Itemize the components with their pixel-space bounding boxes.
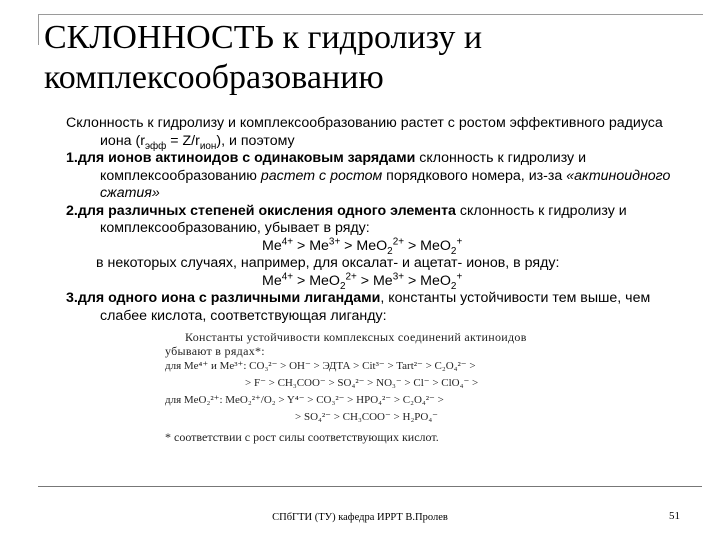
page-number: 51 bbox=[669, 510, 680, 522]
scan-row-3: для MeO₂²⁺: MeO₂²⁺/O₂ > Y⁴⁻ > CO₃²⁻ > HPO₄²⁻ > C₂O₄²⁻ > bbox=[165, 394, 444, 406]
point-3-text-a: , константы устойчивости тем выше, чем слабее кислота, соответствующая лиганду: bbox=[100, 290, 651, 324]
point-3-heading: 3.для одного иона с различными лигандами bbox=[66, 290, 381, 306]
point-1-italic: растет с ростом bbox=[260, 167, 383, 184]
scanned-formula-image bbox=[165, 330, 620, 466]
footer-divider bbox=[38, 486, 702, 487]
scan-caption-1: Константы устойчивости комплексных соединений актиноидов bbox=[185, 330, 527, 344]
point-2-text-a: склонность к гидролизу и комплексообразованию, убывает в ряду: bbox=[100, 202, 627, 236]
scan-caption-2: убывают в рядах*: bbox=[165, 344, 265, 358]
point-3 bbox=[66, 290, 686, 325]
point-1-heading: 1.для ионов актиноидов с одинаковым зарядами bbox=[66, 150, 416, 166]
intro-sub-eff: эфф bbox=[144, 140, 167, 152]
point-2 bbox=[66, 203, 686, 238]
intro-text-c: ), и поэтому bbox=[216, 132, 295, 149]
point-2-heading: 2.для различных степеней окисления одного элемента bbox=[66, 202, 456, 219]
scan-row-4: > SO₄²⁻ > CH₃COO⁻ > H₂PO₄⁻ bbox=[295, 411, 438, 423]
intro-text-b: = Z/r bbox=[166, 132, 200, 149]
point-1-italic-2: «актиноидного сжатия» bbox=[100, 167, 671, 201]
point-1-text-b: порядкового номера, из-за bbox=[382, 167, 567, 184]
scan-row-2: > F⁻ > CH₃COO⁻ > SO₄²⁻ > NO₃⁻ > Cl⁻ > ClO₄⁻ > bbox=[245, 377, 479, 389]
point-2-text-b: в некоторых случаях, например, для оксалат- и ацетат- ионов, в ряду: bbox=[96, 255, 560, 271]
intro-text-a: Склонность к гидролизу и комплексообразованию растет с ростом эффективного радиуса иона (r bbox=[66, 115, 663, 149]
point-1-text-a: склонность к гидролизу и комплексообразованию bbox=[100, 150, 587, 184]
series-1: $Me^{4+} > Me^{3+} > MeO_2^{2+} > MeO_2^+$ bbox=[262, 235, 463, 257]
scan-footnote: * соответствии с рост силы соответствующих кислот. bbox=[165, 430, 439, 444]
point-1 bbox=[66, 150, 686, 203]
footer-text: СПбГТИ (ТУ) кафедра ИРРТ В.Пролев bbox=[272, 512, 448, 523]
slide-title: СКЛОННОСТЬ к гидролизу и комплексообразованию bbox=[44, 19, 483, 96]
intro-sub-ion: ион bbox=[199, 140, 217, 152]
slide-body bbox=[66, 115, 686, 325]
intro-paragraph bbox=[66, 115, 686, 150]
series-2: $Me^{4+} > MeO_2^{2+} > Me^{3+} > MeO_2^+$ bbox=[262, 270, 463, 292]
scan-row-1: для Me⁴⁺ и Me³⁺: CO₃²⁻ > OH⁻ > ЭДТА > Cit³⁻ > Tart²⁻ > C₂O₄²⁻ > bbox=[165, 360, 476, 372]
